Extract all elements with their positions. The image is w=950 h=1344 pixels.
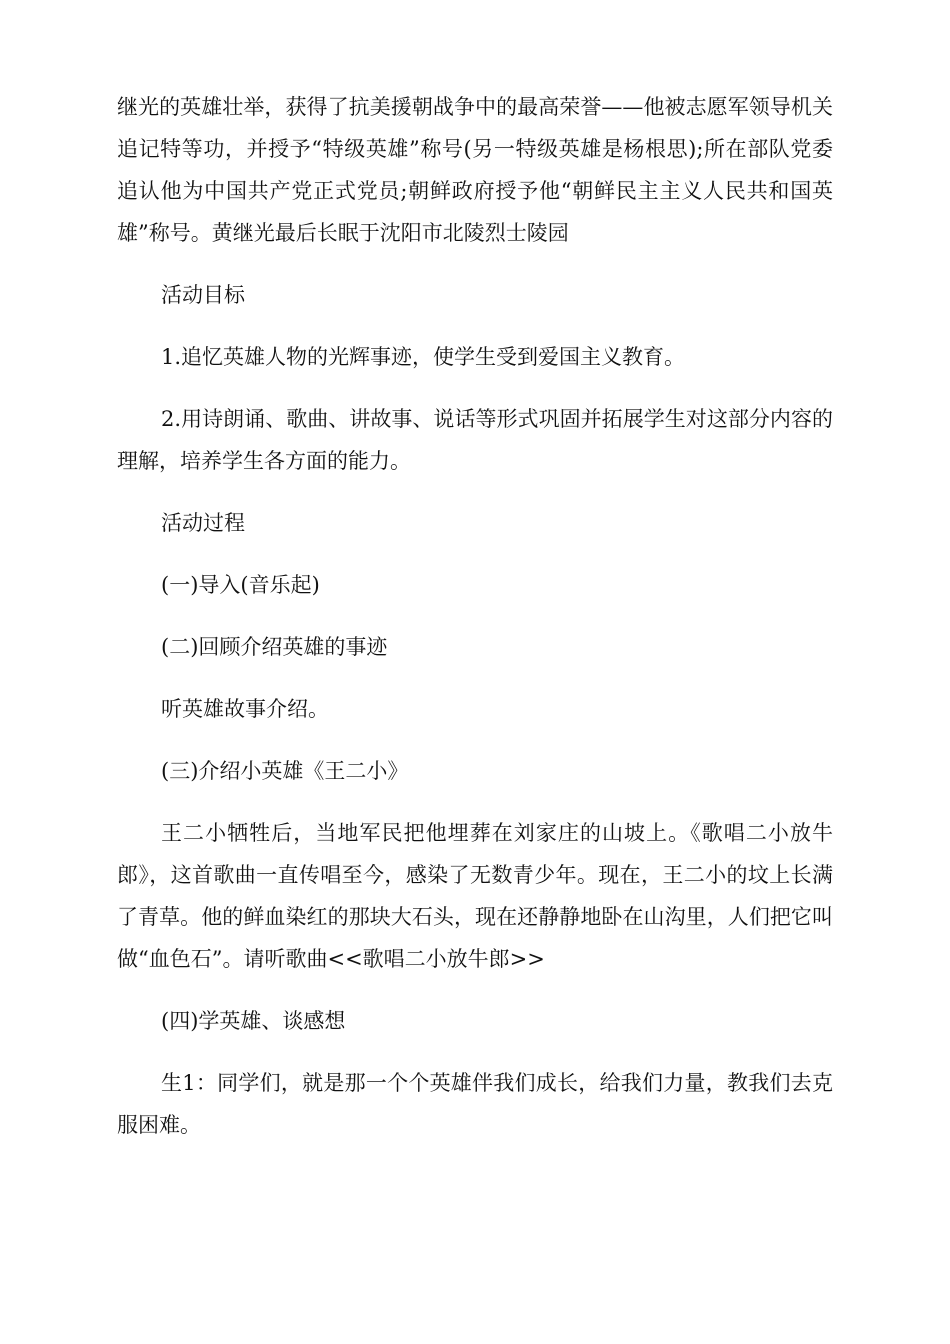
paragraph-student-1: 生1：同学们，就是那一个个英雄伴我们成长，给我们力量，教我们去克服困难。 [117, 1071, 833, 1137]
document-page [117, 86, 833, 1166]
heading-activity-goals: 活动目标 [161, 283, 245, 307]
process-step-4: (四)学英雄、谈感想 [161, 1009, 346, 1033]
heading-activity-process: 活动过程 [161, 511, 245, 535]
paragraph-continuation: 继光的英雄壮举，获得了抗美援朝战争中的最高荣誉——他被志愿军领导机关追记特等功，并授予“特级英雄”称号(另一特级英雄是杨根思);所在部队党委追认他为中国共产党正式党员;朝鲜政府授予他“朝鲜民主主义人民共和国英雄”称号。黄继光最后长眠于沈阳市北陵烈士陵园 [117, 95, 833, 245]
goal-item-1: 1.追忆英雄人物的光辉事迹，使学生受到爱国主义教育。 [161, 345, 686, 369]
goal-item-2: 2.用诗朗诵、歌曲、讲故事、说话等形式巩固并拓展学生对这部分内容的理解，培养学生各方面的能力。 [117, 407, 833, 473]
paragraph-story-intro: 听英雄故事介绍。 [161, 697, 329, 721]
process-step-1: (一)导入(音乐起) [161, 573, 320, 597]
process-step-2: (二)回顾介绍英雄的事迹 [161, 635, 388, 659]
paragraph-wang-erxiao: 王二小牺牲后，当地军民把他埋葬在刘家庄的山坡上。《歌唱二小放牛郎》，这首歌曲一直传唱至今，感染了无数青少年。现在，王二小的坟上长满了青草。他的鲜血染红的那块大石头，现在还静静地卧在山沟里，人们把它叫做“血色石”。请听歌曲<<歌唱二小放牛郎>> [117, 821, 833, 971]
process-step-3: (三)介绍小英雄《王二小》 [161, 759, 409, 783]
